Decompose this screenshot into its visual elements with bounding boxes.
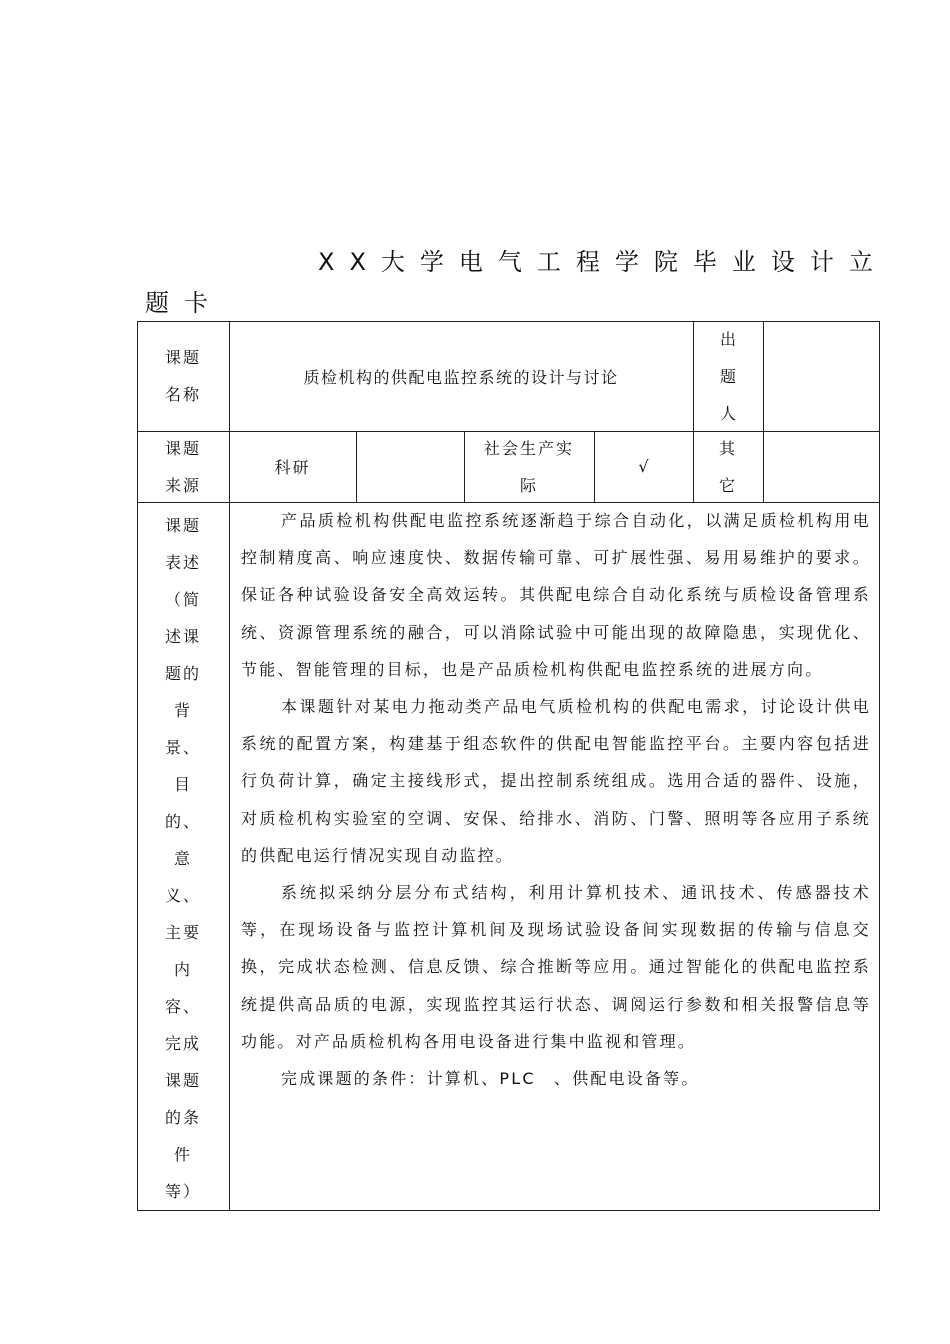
label-line: 表述 <box>164 553 201 572</box>
label-line: 容、 <box>164 997 201 1016</box>
label-line: 等） <box>164 1182 201 1201</box>
label-line: 意 <box>173 849 192 868</box>
label-line: （简 <box>164 590 201 609</box>
description-paragraph: 系统拟采纳分层分布式结构，利用计算机技术、通讯技术、传感器技术等，在现场设备与监控计算机间及现场试验设备间实现数据的传输与信息交换，完成状态检测、信息反馈、综合推断等应用。通过智能化的供配电监控系统提供高品质的电源，实现监控其运行状态、调阅运行参数和相关报警信息等功能。对产品质检机构各用电设备进行集中监视和管理。 <box>241 883 871 1051</box>
label-line: 社会生产实 <box>483 438 574 458</box>
source-other-mark <box>763 431 879 502</box>
label-line: 的条 <box>164 1108 201 1127</box>
description-paragraph: 产品质检机构供配电监控系统逐渐趋于综合自动化，以满足质检机构用电控制精度高、响应速度快、数据传输可靠、可扩展性强、易用易维护的要求。保证各种试验设备安全高效运转。其供配电综合自动化系统与质检设备管理系统、资源管理系统的融合，可以消除试验中可能出现的故障隐患，实现优化、节能、智能管理的目标，也是产品质检机构供配电监控系统的进展方向。 <box>241 511 871 679</box>
label-line: 的、 <box>164 812 201 831</box>
table-border-right <box>879 321 880 1211</box>
label-line: 课题 <box>164 348 201 367</box>
document-title-line1: XX大学电气工程学院毕业设计立 <box>318 248 888 276</box>
label-line: 景、 <box>164 738 201 757</box>
label-line: 课题 <box>164 1071 201 1090</box>
label-line: 述课 <box>164 627 201 646</box>
document-title-line2: 题卡 <box>145 289 223 317</box>
proposer-label <box>693 321 763 431</box>
label-line: 出 <box>719 329 736 349</box>
label-line: 课题 <box>164 516 201 535</box>
source-other-label <box>693 431 763 502</box>
topic-description-body <box>241 502 871 1097</box>
topic-name-label <box>137 321 229 431</box>
label-line: 目 <box>173 775 192 794</box>
topic-source-label <box>137 431 229 502</box>
label-line: 来源 <box>164 475 201 495</box>
label-line: 题 <box>719 366 736 386</box>
label-line: 它 <box>718 475 737 495</box>
source-social-production-label <box>464 431 594 502</box>
label-line: 人 <box>719 403 736 423</box>
source-research-mark <box>356 431 464 502</box>
proposer-value <box>763 321 879 431</box>
label-line: 名称 <box>164 385 201 404</box>
table-border-bottom <box>137 1210 880 1211</box>
label-line: 际 <box>519 475 538 495</box>
source-research-label: 科研 <box>274 458 311 477</box>
label-line: 完成 <box>164 1034 201 1053</box>
description-paragraph: 完成课题的条件：计算机、PLC 、供配电设备等。 <box>281 1069 700 1089</box>
source-social-production-mark: √ <box>638 457 649 476</box>
label-line: 主要 <box>164 923 201 942</box>
label-line: 课题 <box>164 438 201 458</box>
label-line: 内 <box>173 960 192 979</box>
label-line: 义、 <box>164 886 201 905</box>
label-line: 其 <box>718 438 737 458</box>
topic-name-value: 质检机构的供配电监控系统的设计与讨论 <box>303 367 619 387</box>
topic-description-label <box>137 502 229 1210</box>
label-line: 背 <box>173 701 192 720</box>
description-paragraph: 本课题针对某电力拖动类产品电气质检机构的供配电需求，讨论设计供电系统的配置方案，构建基于组态软件的供配电智能监控平台。主要内容包括进行负荷计算，确定主接线形式，提出控制系统组成。选用合适的器件、设施，对质检机构实验室的空调、安保、给排水、消防、门警、照明等各应用子系统的供配电运行情况实现自动监控。 <box>241 697 871 865</box>
label-line: 件 <box>173 1145 192 1164</box>
label-line: 题的 <box>164 664 201 683</box>
